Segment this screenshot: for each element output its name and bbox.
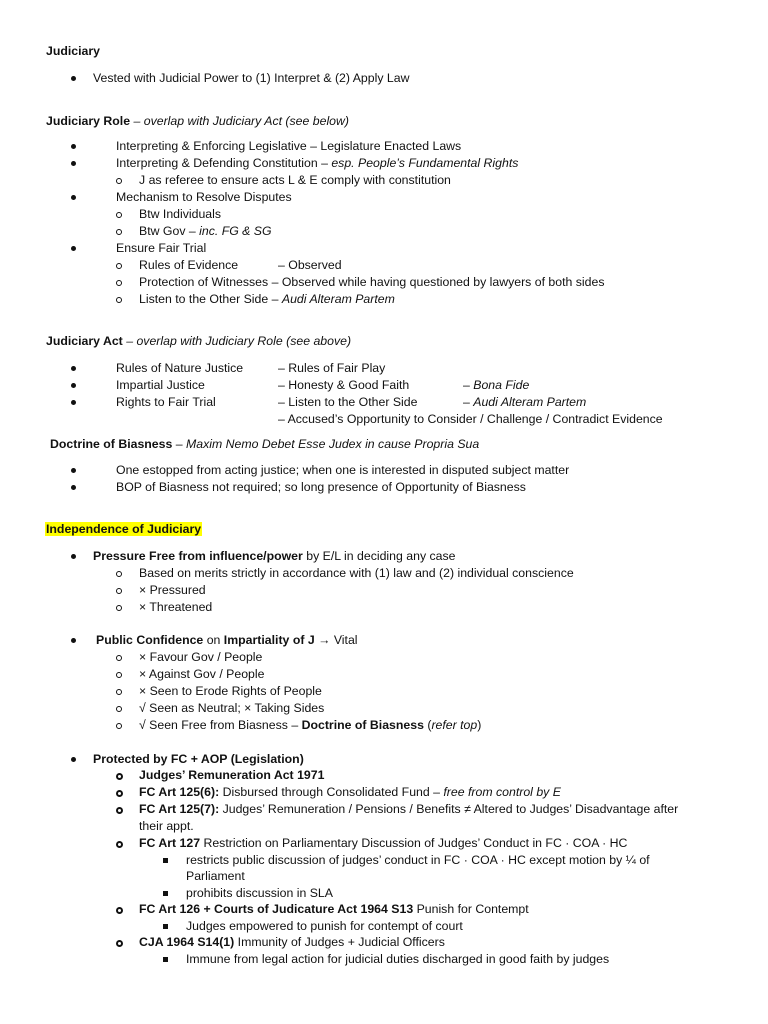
text-line: FC Art 126 + Courts of Judicature Act 1964 S13 Punish for Contempt [139,902,529,916]
text-line: – Audi Alteram Partem [463,395,587,409]
text-line: – Honesty & Good Faith [278,378,410,392]
text-line: – Bona Fide [463,378,530,392]
text-line: Judges’ Remuneration Act 1971 [139,768,325,782]
text-line: Listen to the Other Side – Audi Alteram Partem [139,292,395,306]
heading-judiciary-role: Judiciary Role – overlap with Judiciary Act (see below) [46,114,349,128]
sub-bullet [116,212,122,218]
text-line: CJA 1964 S14(1) Immunity of Judges + Judicial Officers [139,935,445,949]
bullet [71,246,76,251]
bullet [71,161,76,166]
bullet [71,485,76,490]
sub-bullet [116,907,123,914]
text-line: Vested with Judicial Power to (1) Interpret & (2) Apply Law [93,71,410,85]
sub-bullet [116,773,123,780]
text-line: – Listen to the Other Side [278,395,418,409]
text-line: FC Art 125(7): Judges’ Remuneration / Pensions / Benefits ≠ Altered to Judges’ Disadvantage after [139,802,679,816]
sub-bullet [116,605,122,611]
text-line: Protected by FC + AOP (Legislation) [93,752,304,766]
bullet [71,554,76,559]
text-line: Btw Individuals [139,207,222,221]
text-line: restricts public discussion of judges’ conduct in FC · COA · HC except motion by ¼ of [186,853,650,867]
text-line: – Accused’s Opportunity to Consider / Challenge / Contradict Evidence [278,412,663,426]
sub-bullet [116,790,123,797]
sub-bullet [116,706,122,712]
sub-bullet [116,263,122,269]
bullet [71,400,76,405]
text-line: Public Confidence on Impartiality of J → Vital [96,633,358,647]
text-line: × Threatened [139,600,213,614]
bullet [71,757,76,762]
text-line: One estopped from acting justice; when one is interested in disputed subject matter [116,463,570,477]
text-line: Interpreting & Defending Constitution – esp. People’s Fundamental Rights [116,156,519,170]
heading-judiciary-act: Judiciary Act – overlap with Judiciary Role (see above) [46,334,352,348]
sub-bullet [116,297,122,303]
bullet [71,468,76,473]
text-line: Based on merits strictly in accordance with (1) law and (2) individual conscience [139,566,574,580]
text-line: × Favour Gov / People [139,650,263,664]
heading-doctrine-of-biasness: Doctrine of Biasness – Maxim Nemo Debet Esse Judex in cause Propria Sua [50,437,480,451]
sub-bullet [116,689,122,695]
text-line: their appt. [139,819,194,833]
text-line: – Rules of Fair Play [278,361,386,375]
text-line: × Against Gov / People [139,667,265,681]
sub-bullet [116,723,122,729]
square-bullet [163,924,168,929]
text-line: √ Seen Free from Biasness – Doctrine of Biasness (refer top) [139,718,482,732]
sub-bullet [116,178,122,184]
square-bullet [163,858,168,863]
bullet [71,76,76,81]
text-line: Interpreting & Enforcing Legislative – Legislature Enacted Laws [116,139,462,153]
sub-bullet [116,588,122,594]
text-line: Rules of Nature Justice [116,361,244,375]
text-line: FC Art 125(6): Disbursed through Consolidated Fund – free from control by E [139,785,561,799]
heading-judiciary: Judiciary [46,44,100,58]
sub-bullet [116,807,123,814]
sub-bullet [116,841,123,848]
text-line: Rules of Evidence [139,258,239,272]
square-bullet [163,891,168,896]
text-line: Rights to Fair Trial [116,395,216,409]
text-line: Pressure Free from influence/power by E/L in deciding any case [93,549,456,563]
sub-bullet [116,280,122,286]
text-line: – Observed [278,258,342,272]
sub-bullet [116,672,122,678]
text-line: √ Seen as Neutral; × Taking Sides [139,701,325,715]
text-line: J as referee to ensure acts L & E comply with constitution [139,173,451,187]
heading-independence-of-judiciary: Independence of Judiciary [46,522,202,536]
bullet [71,144,76,149]
sub-bullet [116,571,122,577]
square-bullet [163,957,168,962]
text-line: Mechanism to Resolve Disputes [116,190,292,204]
bullet [71,195,76,200]
text-line: FC Art 127 Restriction on Parliamentary Discussion of Judges’ Conduct in FC · COA · HC [139,836,628,850]
sub-bullet [116,229,122,235]
text-line: Protection of Witnesses – Observed while having questioned by lawyers of both sides [139,275,605,289]
sub-bullet [116,655,122,661]
text-line: Immune from legal action for judicial duties discharged in good faith by judges [186,952,610,966]
text-line: prohibits discussion in SLA [186,886,333,900]
text-line: Parliament [186,869,245,883]
text-line: Impartial Justice [116,378,205,392]
text-line: Judges empowered to punish for contempt of court [186,919,463,933]
text-line: Btw Gov – inc. FG & SG [139,224,272,238]
bullet [71,638,76,643]
text-line: Ensure Fair Trial [116,241,207,255]
text-line: BOP of Biasness not required; so long presence of Opportunity of Biasness [116,480,526,494]
sub-bullet [116,940,123,947]
text-line: × Pressured [139,583,206,597]
text-line: × Seen to Erode Rights of People [139,684,322,698]
bullet [71,366,76,371]
bullet [71,383,76,388]
